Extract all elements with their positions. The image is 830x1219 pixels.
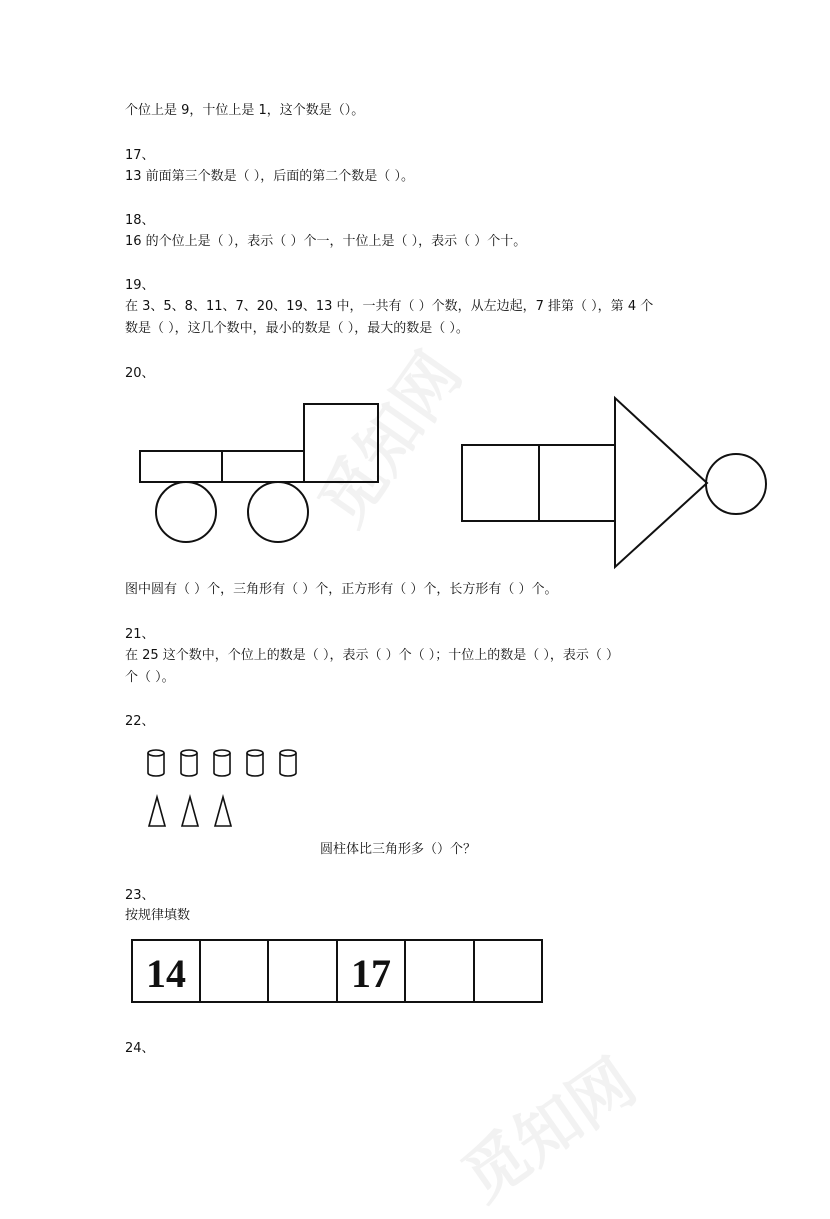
q21-text-line2: 个（ ）。 bbox=[125, 670, 175, 685]
q19-text-line1: 在 3、5、8、11、7、20、19、13 中，一共有（ ）个数，从左边起，7 排第（ ），第 4 个 bbox=[125, 299, 654, 314]
q22-triangles bbox=[149, 797, 231, 826]
rocket-square-right bbox=[539, 445, 615, 521]
triangle-icon bbox=[182, 797, 198, 826]
q23-cell-4: 17 bbox=[351, 951, 391, 996]
car-wheel-right bbox=[248, 482, 308, 542]
cylinder-icon bbox=[181, 750, 197, 776]
q23-number: 23、 bbox=[125, 888, 155, 903]
rocket-circle bbox=[706, 454, 766, 514]
cylinder-icon bbox=[280, 750, 296, 776]
car-wheel-left bbox=[156, 482, 216, 542]
q23-cell-1: 14 bbox=[146, 951, 186, 996]
cylinder-icon bbox=[214, 750, 230, 776]
cylinder-icon bbox=[247, 750, 263, 776]
q22-question: 圆柱体比三角形多（）个？ bbox=[320, 842, 477, 857]
watermark: 觅知网 bbox=[449, 1045, 650, 1217]
q18-text: 16 的个位上是（ ），表示（ ）个一，十位上是（ ），表示（ ）个十。 bbox=[125, 234, 527, 249]
rocket-triangle bbox=[615, 398, 707, 567]
q19-text-line2: 数是（ ），这几个数中，最小的数是（ ），最大的数是（ ）。 bbox=[125, 321, 469, 336]
q17-number: 17、 bbox=[125, 148, 155, 163]
q21-text-line1: 在 25 这个数中，个位上的数是（ ），表示（ ）个（ ）；十位上的数是（ ），表示（ ） bbox=[125, 648, 619, 663]
q17-text: 13 前面第三个数是（ ），后面的第二个数是（ ）。 bbox=[125, 169, 414, 184]
cylinder-icon bbox=[148, 750, 164, 776]
q20-number: 20、 bbox=[125, 366, 155, 381]
q24-number: 24、 bbox=[125, 1041, 155, 1056]
q21-number: 21、 bbox=[125, 627, 155, 642]
q23-instruction: 按规律填数 bbox=[125, 908, 191, 923]
q22-number: 22、 bbox=[125, 714, 155, 729]
triangle-icon bbox=[215, 797, 231, 826]
q18-number: 18、 bbox=[125, 213, 155, 228]
q16-text: 个位上是 9，十位上是 1，这个数是（）。 bbox=[125, 103, 365, 118]
car-square bbox=[304, 404, 378, 482]
rocket-square-left bbox=[462, 445, 539, 521]
q20-question: 图中圆有（ ）个，三角形有（ ）个，正方形有（ ）个，长方形有（ ）个。 bbox=[125, 582, 558, 597]
triangle-icon bbox=[149, 797, 165, 826]
car-rectangle-right bbox=[222, 451, 304, 482]
q23-table bbox=[132, 940, 542, 1002]
q19-number: 19、 bbox=[125, 278, 155, 293]
q22-cylinders bbox=[148, 750, 296, 776]
watermark: 觅知网 bbox=[305, 339, 477, 540]
car-rectangle-left bbox=[140, 451, 222, 482]
